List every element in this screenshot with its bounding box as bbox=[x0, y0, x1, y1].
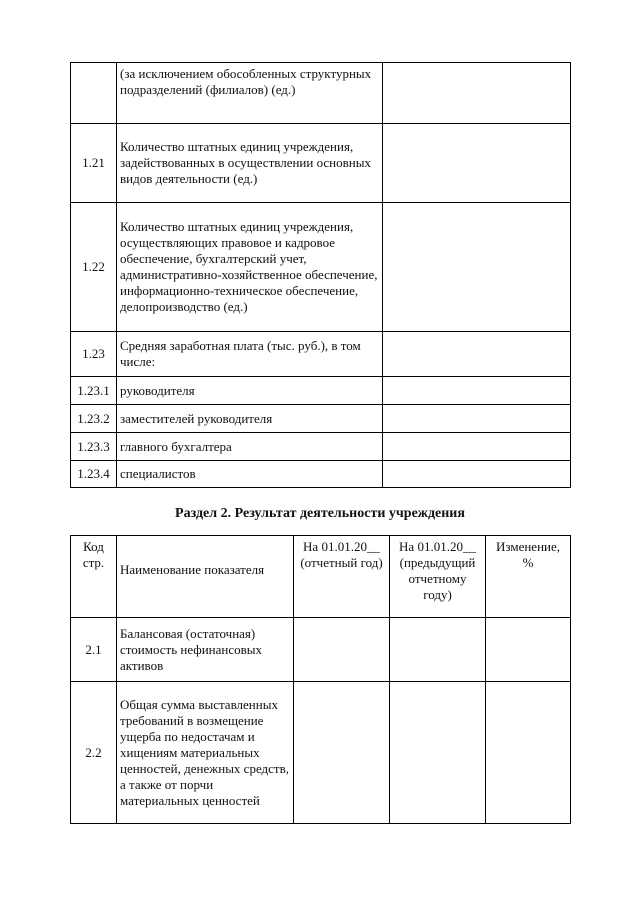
table-row bbox=[71, 433, 571, 461]
row-label: Количество штатных единиц учреждения, задействованных в осуществлении основных видов деятельности (ед.) bbox=[117, 124, 383, 203]
row-change-cell[interactable] bbox=[486, 682, 571, 824]
row-label: Общая сумма выставленных требований в возмещение ущерба по недостачам и хищениям материальных ценностей, денежных средств, а также от порчи материальных ценностей bbox=[117, 682, 294, 824]
row-code: 1.21 bbox=[71, 124, 117, 203]
table-row bbox=[71, 377, 571, 405]
header-current-year: На 01.01.20__ (отчетный год) bbox=[294, 536, 390, 618]
row-value-cell[interactable] bbox=[383, 461, 571, 488]
table-row bbox=[71, 332, 571, 377]
table-row bbox=[71, 618, 571, 682]
row-previous-cell[interactable] bbox=[390, 618, 486, 682]
row-code: 1.23.4 bbox=[71, 461, 117, 488]
row-code bbox=[71, 63, 117, 124]
row-previous-cell[interactable] bbox=[390, 682, 486, 824]
row-code: 1.23.1 bbox=[71, 377, 117, 405]
row-code: 1.23.2 bbox=[71, 405, 117, 433]
header-code: Код стр. bbox=[71, 536, 117, 618]
row-code: 2.2 bbox=[71, 682, 117, 824]
row-value-cell[interactable] bbox=[383, 405, 571, 433]
table-row bbox=[71, 682, 571, 824]
row-value-cell[interactable] bbox=[383, 63, 571, 124]
row-current-cell[interactable] bbox=[294, 682, 390, 824]
row-label: заместителей руководителя bbox=[117, 405, 383, 433]
table-row bbox=[71, 405, 571, 433]
table-row bbox=[71, 124, 571, 203]
row-label: специалистов bbox=[117, 461, 383, 488]
row-label: (за исключением обособленных структурных подразделений (филиалов) (ед.) bbox=[117, 63, 383, 124]
header-name: Наименование показателя bbox=[117, 536, 294, 618]
row-code: 2.1 bbox=[71, 618, 117, 682]
row-code: 1.22 bbox=[71, 203, 117, 332]
row-label: Балансовая (остаточная) стоимость нефинансовых активов bbox=[117, 618, 294, 682]
row-change-cell[interactable] bbox=[486, 618, 571, 682]
row-value-cell[interactable] bbox=[383, 377, 571, 405]
row-value-cell[interactable] bbox=[383, 433, 571, 461]
header-change: Изменение, % bbox=[486, 536, 571, 618]
row-value-cell[interactable] bbox=[383, 124, 571, 203]
staff-table bbox=[70, 62, 571, 488]
row-value-cell[interactable] bbox=[383, 203, 571, 332]
row-label: Средняя заработная плата (тыс. руб.), в том числе: bbox=[117, 332, 383, 377]
results-table bbox=[70, 535, 571, 824]
header-row bbox=[71, 536, 571, 618]
row-code: 1.23 bbox=[71, 332, 117, 377]
row-current-cell[interactable] bbox=[294, 618, 390, 682]
row-label: главного бухгалтера bbox=[117, 433, 383, 461]
row-label: Количество штатных единиц учреждения, осуществляющих правовое и кадровое обеспечение, бухгалтерский учет, административно-хозяйственное обеспечение, информационно-техническое обеспечение, делопроизводство (ед.) bbox=[117, 203, 383, 332]
section-title: Раздел 2. Результат деятельности учреждения bbox=[175, 506, 465, 521]
row-code: 1.23.3 bbox=[71, 433, 117, 461]
table-row bbox=[71, 461, 571, 488]
row-label: руководителя bbox=[117, 377, 383, 405]
row-value-cell[interactable] bbox=[383, 332, 571, 377]
table-row bbox=[71, 203, 571, 332]
table-row bbox=[71, 63, 571, 124]
header-previous-year: На 01.01.20__ (предыдущий отчетному году) bbox=[390, 536, 486, 618]
